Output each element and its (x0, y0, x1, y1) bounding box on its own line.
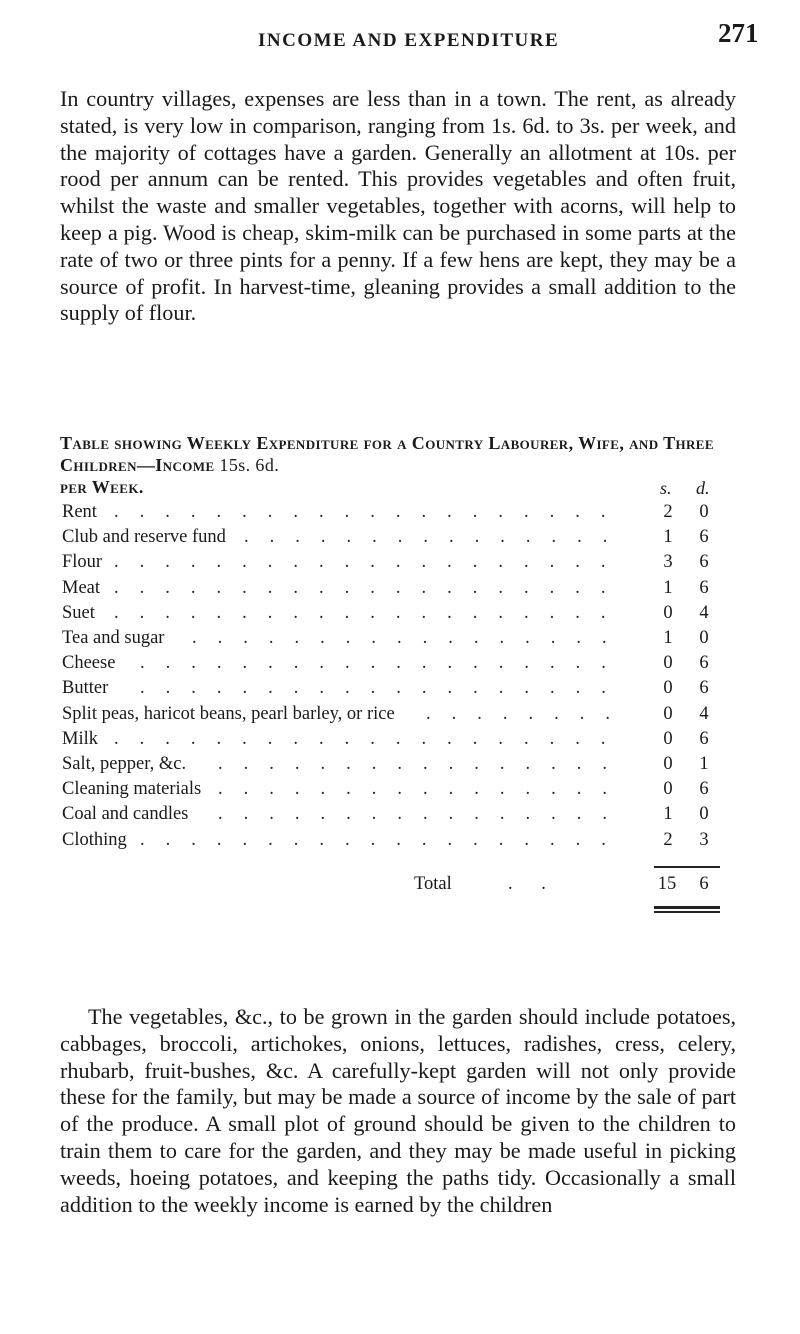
dot-leader: .................... (114, 728, 627, 749)
row-shillings: 1 (663, 804, 673, 825)
row-pence: 6 (699, 678, 709, 699)
table-row (62, 779, 742, 803)
row-pence: 0 (699, 502, 709, 522)
total-pence: 6 (699, 874, 709, 894)
total-label: Total (414, 874, 452, 894)
dot-leader: .................... (114, 577, 627, 598)
row-shillings: 1 (663, 577, 673, 598)
row-shillings: 0 (663, 678, 673, 699)
table-row (62, 754, 742, 778)
table-row (62, 578, 742, 602)
row-pence: 6 (699, 552, 709, 573)
row-pence: 4 (699, 602, 709, 623)
dot-leader: .................... (114, 502, 627, 522)
dot-leader: ................ (218, 754, 628, 774)
table-row (62, 552, 742, 576)
row-pence: 0 (699, 804, 709, 825)
dot-leader: .................... (114, 602, 627, 623)
row-shillings: 0 (663, 779, 673, 800)
row-pence: 6 (699, 527, 709, 548)
row-pence: 4 (699, 703, 709, 724)
table-row (62, 527, 742, 551)
table-caption (60, 432, 750, 498)
row-shillings: 0 (663, 703, 673, 724)
dot-leader: ........ (426, 703, 631, 724)
row-shillings: 0 (663, 754, 673, 774)
row-shillings: 3 (663, 552, 673, 573)
row-pence: 1 (699, 754, 709, 774)
dot-leader: ................... (140, 653, 627, 674)
row-label: Cleaning materials (62, 779, 202, 800)
dot-leader: ................ (218, 804, 628, 825)
table-row (62, 704, 742, 728)
page-number: 271 (718, 18, 759, 48)
table-row (62, 628, 742, 652)
row-label: Rent (62, 502, 97, 522)
table-row (62, 678, 742, 702)
sum-rule (654, 866, 720, 868)
dot-leader: ................... (140, 678, 627, 699)
row-pence: 0 (699, 628, 709, 648)
row-shillings: 0 (663, 728, 673, 749)
table-row (62, 502, 742, 526)
dot-leader: ............... (244, 527, 629, 548)
row-label: Tea and sugar (62, 628, 165, 648)
page-header (0, 12, 800, 52)
paragraph-country-villages: In country villages, expenses are less than in a town. The rent, as already stated, is very low in comparison, ranging from 1s. 6d. to 3s. per week, and the majority of cottages have a garden. Generally an allotment at 10s. per rood per annum can be rented. This provides vegetables and often fruit, whilst the waste and smaller vegetables, together with acorns, will help to keep a pig. Wood is cheap, skim-milk can be purchased in some parts at the rate of two or three pints for a penny. If a few hens are kept, they may be a source of profit. In harvest-time, gleaning provides a small addition to the supply of flour. (60, 86, 736, 326)
table-row (62, 804, 742, 828)
row-label: Butter (62, 678, 109, 699)
column-header-pence: d. (696, 478, 710, 498)
double-rule-top (654, 906, 720, 909)
total-leader: . . (508, 874, 558, 894)
dot-leader: ................... (140, 829, 627, 850)
dot-leader: ................. (192, 628, 628, 648)
caption-text: Table showing Weekly Expenditure for a Country Labourer, Wife, and Three Children—Income (60, 433, 714, 475)
total-shillings: 15 (657, 874, 677, 894)
table-row (62, 653, 742, 677)
row-shillings: 0 (663, 653, 673, 674)
row-label: Cheese (62, 653, 116, 674)
table-row (62, 603, 742, 627)
row-shillings: 2 (663, 502, 673, 522)
running-title: INCOME AND EXPENDITURE (258, 30, 560, 51)
row-label: Split peas, haricot beans, pearl barley, or rice (62, 703, 395, 724)
row-pence: 6 (699, 728, 709, 749)
row-shillings: 0 (663, 602, 673, 623)
row-pence: 3 (699, 829, 709, 850)
table-row (62, 729, 742, 753)
dot-leader: .................... (114, 552, 627, 573)
row-label: Suet (62, 602, 95, 623)
row-label: Coal and candles (62, 804, 189, 825)
row-pence: 6 (699, 577, 709, 598)
row-shillings: 1 (663, 628, 673, 648)
double-rule-bottom (654, 911, 720, 913)
caption-tail: per Week. (60, 477, 144, 497)
row-label: Flour (62, 552, 103, 573)
column-header-shillings: s. (660, 478, 672, 498)
row-label: Salt, pepper, &c. (62, 754, 187, 774)
row-label: Meat (62, 577, 101, 598)
paragraph-vegetables: The vegetables, &c., to be grown in the garden should include potatoes, cabbages, broccoli, artichokes, onions, lettuces, radishes, cress, celery, rhubarb, fruit-bushes, &c. A carefully-kept garden will not only provide these for the family, but may be made a source of income by the sale of part of the produce. A small plot of ground should be given to the children to train them to care for the garden, and they may be made useful in picking weeds, hoeing potatoes, and keeping the paths tidy. Occasionally a small addition to the weekly income is earned by the children (60, 1004, 736, 1217)
row-pence: 6 (699, 653, 709, 674)
table-row (62, 830, 742, 854)
row-label: Club and reserve fund (62, 527, 226, 548)
row-label: Milk (62, 728, 98, 749)
row-shillings: 1 (663, 527, 673, 548)
row-label: Clothing (62, 829, 127, 850)
row-shillings: 2 (663, 829, 673, 850)
dot-leader: ................ (218, 779, 628, 800)
caption-income: 15s. 6d. (219, 455, 280, 475)
row-pence: 6 (699, 779, 709, 800)
